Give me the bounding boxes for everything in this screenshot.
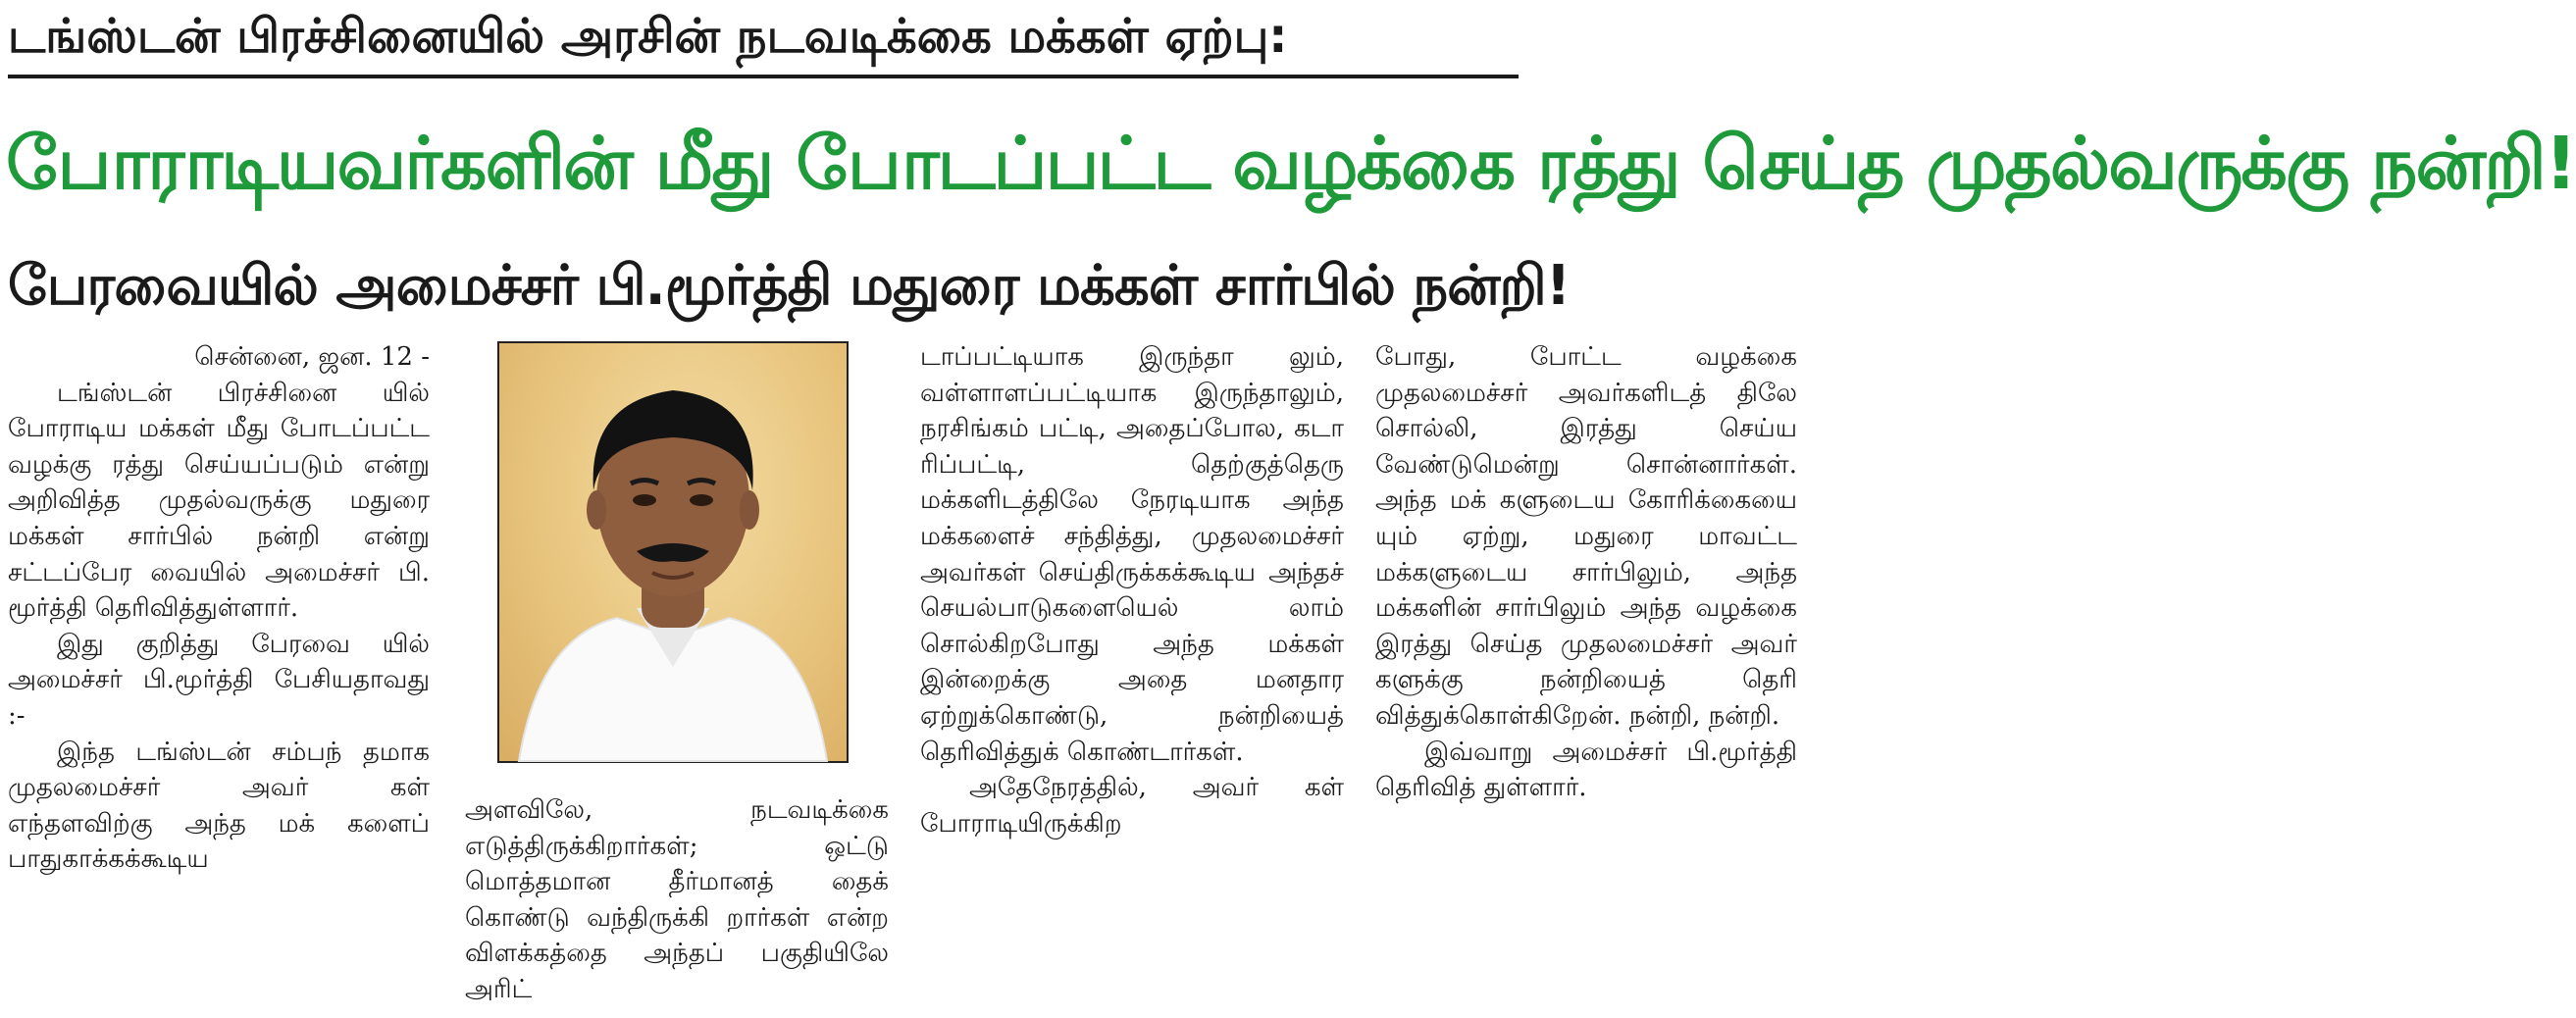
paragraph: இவ்வாறு அமைச்சர் பி.மூர்த்தி தெரிவித் துள்ளார். <box>1375 737 1797 803</box>
paragraph: டங்ஸ்டன் பிரச்சினை யில் போராடிய மக்கள் மீது போடப்பட்ட வழக்கு ரத்து செய்யப்படும் என்று அறிவித்த முதல்வருக்கு மதுரை மக்கள் சார்பில் நன்றி என்று சட்டப்பேர வையில் அமைச்சர் பி. மூர்த்தி தெரிவித்துள்ளார். <box>8 378 430 624</box>
paragraph: அளவிலே, நடவடிக்கை எடுத்திருக்கிறார்கள்; ஒட்டு மொத்தமான தீர்மானத் தைக் கொண்டு வந்திருக்கி றார்கள் என்ற விளக்கத்தை அந்தப் பகுதியிலே அரிட் <box>465 795 889 1004</box>
paragraph: அதேநேரத்தில், அவர் கள் போராடியிருக்கிற <box>920 773 1344 839</box>
main-headline: போராடியவர்களின் மீது போடப்பட்ட வழக்கை ரத்து செய்த முதல்வருக்கு நன்றி! <box>6 122 2576 206</box>
kicker-headline: டங்ஸ்டன் பிரச்சினையில் அரசின் நடவடிக்கை மக்கள் ஏற்பு: <box>8 9 1288 64</box>
article-column-3 <box>920 339 1344 1018</box>
paragraph: இது குறித்து பேரவை யில் அமைச்சர் பி.மூர்த்தி பேசியதாவது :- <box>8 629 430 731</box>
paragraph: போது, போட்ட வழக்கை முதலமைச்சர் அவர்களிடத் திலே சொல்லி, இரத்து செய்ய வேண்டுமென்று சொன்னார்கள். அந்த மக் களுடைய கோரிக்கையை யும் ஏற்று, மதுரை மாவட்ட மக்களுடைய சார்பிலும், அந்த மக்களின் சார்பிலும் அந்த வழக்கை இரத்து செய்த முதலமைச்சர் அவர் களுக்கு நன்றியைத் தெரி வித்துக்கொள்கிறேன். நன்றி, நன்றி. <box>1375 342 1797 731</box>
portrait-photo-icon <box>499 343 847 761</box>
kicker-underline <box>8 75 1519 78</box>
article-column-1 <box>8 339 430 1018</box>
article-column-2 <box>465 792 889 1018</box>
portrait-photo <box>497 341 849 763</box>
article-column-4 <box>1375 339 1797 1018</box>
paragraph: டாப்பட்டியாக இருந்தா லும், வள்ளாளப்பட்டியாக இருந்தாலும், நரசிங்கம் பட்டி, அதைப்போல, கடா ரிப்பட்டி, தெற்குத்தெரு மக்களிடத்திலே நேரடியாக அந்த மக்களைச் சந்தித்து, முதலமைச்சர் அவர்கள் செய்திருக்கக்கூடிய அந்தச் செயல்பாடுகளையெல் லாம் சொல்கிறபோது அந்த மக்கள் இன்றைக்கு அதை மனதார ஏற்றுக்கொண்டு, நன்றியைத் தெரிவித்துக் கொண்டார்கள். <box>920 342 1344 767</box>
dateline: சென்னை, ஜன. 12 - <box>194 342 430 372</box>
sub-headline: பேரவையில் அமைச்சர் பி.மூர்த்தி மதுரை மக்கள் சார்பில் நன்றி! <box>8 254 1571 318</box>
paragraph: இந்த டங்ஸ்டன் சம்பந் தமாக முதலமைச்சர் அவர் கள் எந்தளவிற்கு அந்த மக் களைப் பாதுகாக்கக்கூடிய <box>8 737 430 875</box>
